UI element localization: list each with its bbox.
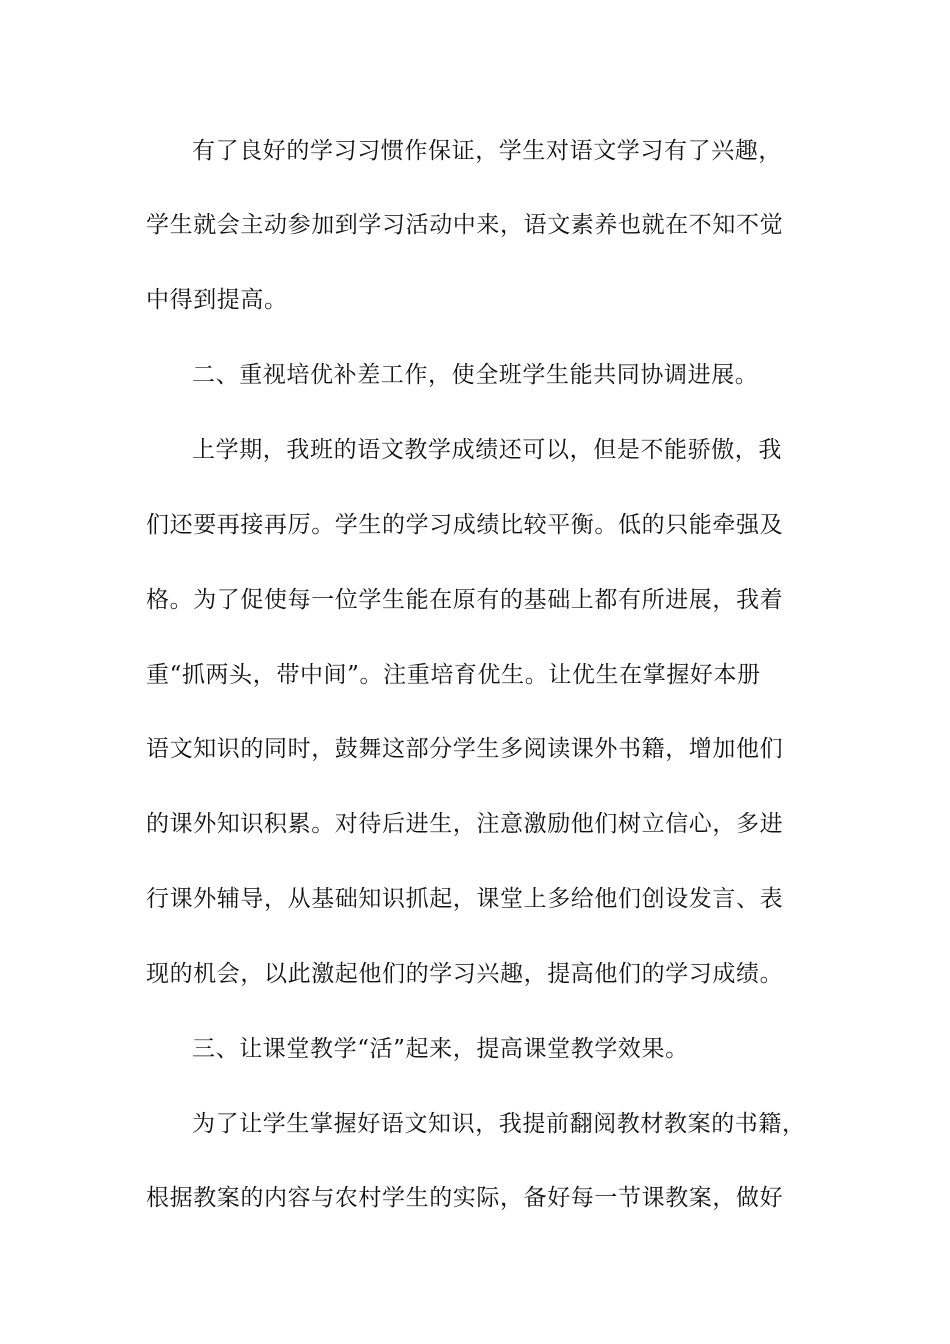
paragraph-line: 的课外知识积累。对待后进生，注意激励他们树立信心，多进 [146,811,784,837]
paragraph-line: 为了让学生掌握好语文知识，我提前翻阅教材教案的书籍， [192,1111,806,1137]
paragraph-line: 行课外辅导，从基础知识抓起，课堂上多给他们创设发言、表 [146,886,784,912]
paragraph-line: 有了良好的学习习惯作保证，学生对语文学习有了兴趣， [192,138,782,164]
paragraph-line: 学生就会主动参加到学习活动中来，语文素养也就在不知不觉 [146,212,784,238]
paragraph-line: 格。为了促使每一位学生能在原有的基础上都有所进展，我着 [146,587,784,613]
paragraph-line: 们还要再接再厉。学生的学习成绩比较平衡。低的只能牵强及 [146,512,784,538]
paragraph-line: 现的机会，以此激起他们的学习兴趣，提高他们的学习成绩。 [146,961,784,987]
paragraph-line: 上学期，我班的语文教学成绩还可以，但是不能骄傲，我 [192,437,782,463]
section-heading: 三、让课堂教学“活”起来，提高课堂教学效果。 [192,1036,689,1062]
paragraph-line: 中得到提高。 [146,287,288,313]
paragraph-line: 语文知识的同时，鼓舞这部分学生多阅读课外书籍，增加他们 [146,736,784,762]
paragraph-line: 重“抓两头，带中间”。注重培育优生。让优生在掌握好本册 [146,662,761,688]
section-heading: 二、重视培优补差工作，使全班学生能共同协调进展。 [192,362,759,388]
paragraph-line: 根据教案的内容与农村学生的实际，备好每一节课教案，做好 [146,1185,784,1211]
